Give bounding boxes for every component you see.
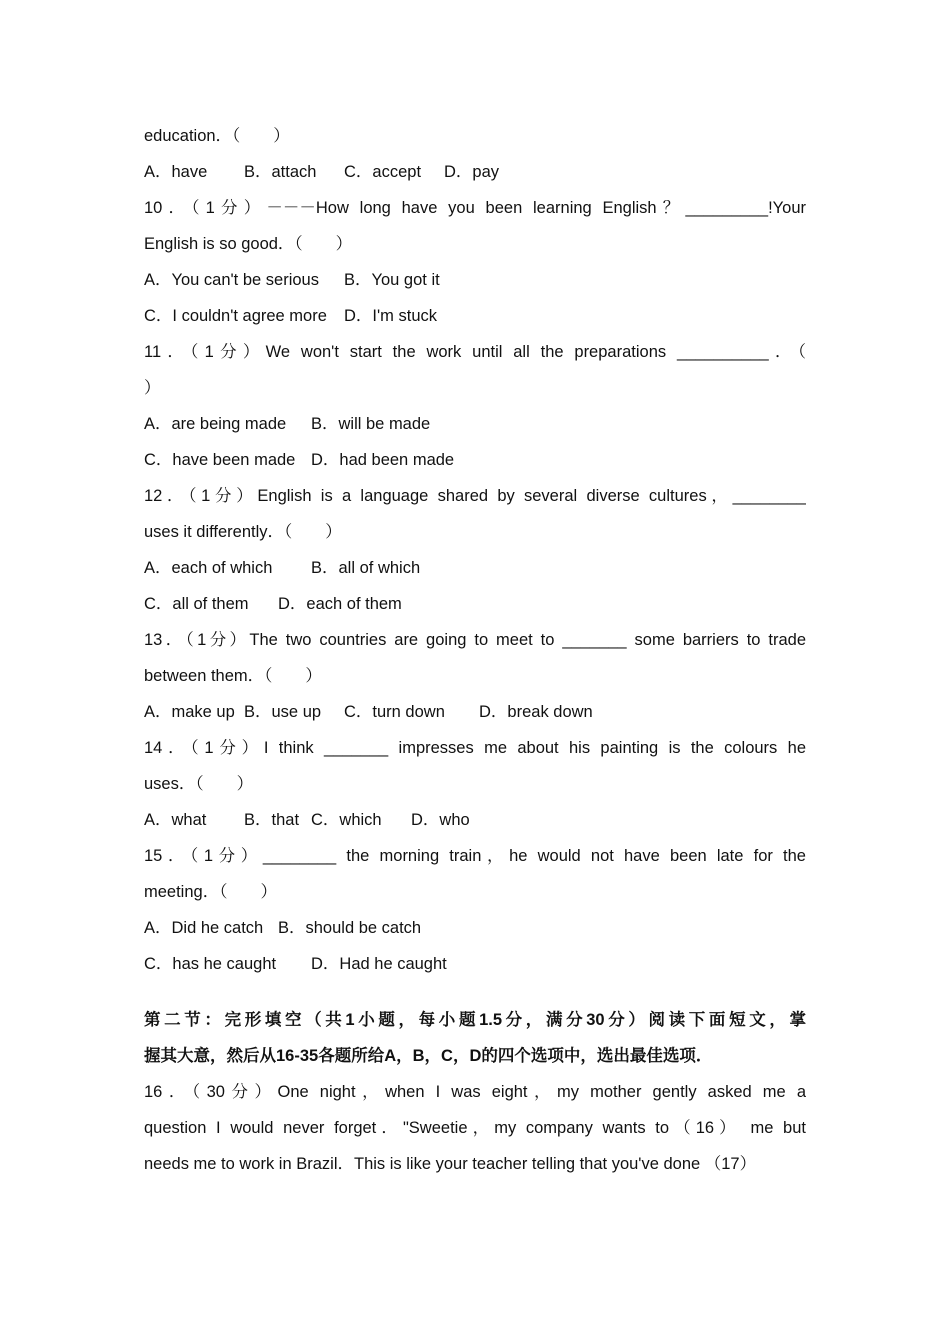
q14-option-b[interactable]: B．that	[244, 811, 300, 829]
q14-option-d[interactable]: D．who	[411, 811, 470, 829]
q9-option-c[interactable]: C．accept	[344, 163, 422, 181]
q13-option-d[interactable]: D．break down	[479, 703, 593, 721]
q11-stem-line1: 11．（1分）We won't start the work until all the preparations __________．（	[144, 343, 806, 361]
q11-option-d[interactable]: D．had been made	[311, 451, 455, 469]
q11-option-a[interactable]: A．are being made	[144, 415, 287, 433]
q11-options-row2	[144, 442, 806, 478]
q9-option-b[interactable]: B．attach	[244, 163, 317, 181]
q10-option-b[interactable]: B．You got it	[344, 271, 440, 289]
q10-option-c[interactable]: C．I couldn't agree more	[144, 307, 327, 325]
q14-stem-line2: uses．（ ）	[144, 775, 254, 793]
q13-options	[144, 694, 806, 730]
section-gap	[144, 982, 806, 1002]
q14-options	[144, 802, 806, 838]
q10-options-row1	[144, 262, 806, 298]
q10-option-d[interactable]: D．I'm stuck	[344, 307, 437, 325]
q11-option-b[interactable]: B．will be made	[311, 415, 431, 433]
q12-options-row2	[144, 586, 806, 622]
q10-stem-line1: 10．（1分）－－－How long have you been learning English？_________!Your	[144, 199, 806, 217]
q9-options	[144, 154, 806, 190]
q12-option-a[interactable]: A．each of which	[144, 559, 273, 577]
q14-stem-line1: 14．（1分）I think _______ impresses me about his painting is the colours he	[144, 739, 806, 757]
q15-option-d[interactable]: D．Had he caught	[311, 955, 447, 973]
q15-option-b[interactable]: B．should be catch	[278, 919, 422, 937]
q13-stem-line1: 13．（1分）The two countries are going to meet to _______ some barriers to trade	[144, 631, 806, 649]
q13-stem-line2: between them．（ ）	[144, 667, 322, 685]
q13-option-b[interactable]: B．use up	[244, 703, 322, 721]
q9-option-d[interactable]: D．pay	[444, 163, 500, 181]
q15-stem-line1: 15．（1分）________ the morning train，he would not have been late for the	[144, 847, 806, 865]
q13-option-c[interactable]: C．turn down	[344, 703, 445, 721]
q11-options-row1	[144, 406, 806, 442]
q15-stem-line2: meeting．（ ）	[144, 883, 277, 901]
section2-instructions-line1: 第二节：完形填空（共1小题，每小题1.5分，满分30分）阅读下面短文，掌	[144, 1011, 806, 1029]
q10-options-row2	[144, 298, 806, 334]
q15-options-row1	[144, 910, 806, 946]
q15-options-row2	[144, 946, 806, 982]
q12-option-c[interactable]: C．all of them	[144, 595, 249, 613]
section2-instructions-line2: 握其大意，然后从16-35各题所给A，B，C，D的四个选项中，选出最佳选项．	[144, 1047, 713, 1065]
q9-option-a[interactable]: A．have	[144, 163, 208, 181]
q12-option-b[interactable]: B．all of which	[311, 559, 421, 577]
q13-option-a[interactable]: A．make up	[144, 703, 235, 721]
q16-passage-line2: question I would never forget．"Sweetie，my company wants to（16） me but	[144, 1119, 806, 1137]
q16-passage-line1: 16．（30分）One night，when I was eight，my mother gently asked me a	[144, 1083, 806, 1101]
q9-stem-tail: education．（ ）	[144, 127, 290, 145]
q15-option-a[interactable]: A．Did he catch	[144, 919, 264, 937]
exam-page	[144, 118, 806, 1182]
q11-stem-line2: ）	[144, 379, 161, 397]
q10-stem-line2: English is so good．（ ）	[144, 235, 353, 253]
q15-option-c[interactable]: C．has he caught	[144, 955, 277, 973]
q16-passage-line3: needs me to work in Brazil．This is like your teacher telling that you've done （17）	[144, 1155, 757, 1173]
q10-option-a[interactable]: A．You can't be serious	[144, 271, 319, 289]
q12-options-row1	[144, 550, 806, 586]
q12-option-d[interactable]: D．each of them	[278, 595, 402, 613]
q11-option-c[interactable]: C．have been made	[144, 451, 296, 469]
q14-option-c[interactable]: C．which	[311, 811, 382, 829]
q12-stem-line2: uses it differently．（ ）	[144, 523, 342, 541]
q14-option-a[interactable]: A．what	[144, 811, 207, 829]
q12-stem-line1: 12．（1分）English is a language shared by several diverse cultures，________	[144, 487, 806, 505]
